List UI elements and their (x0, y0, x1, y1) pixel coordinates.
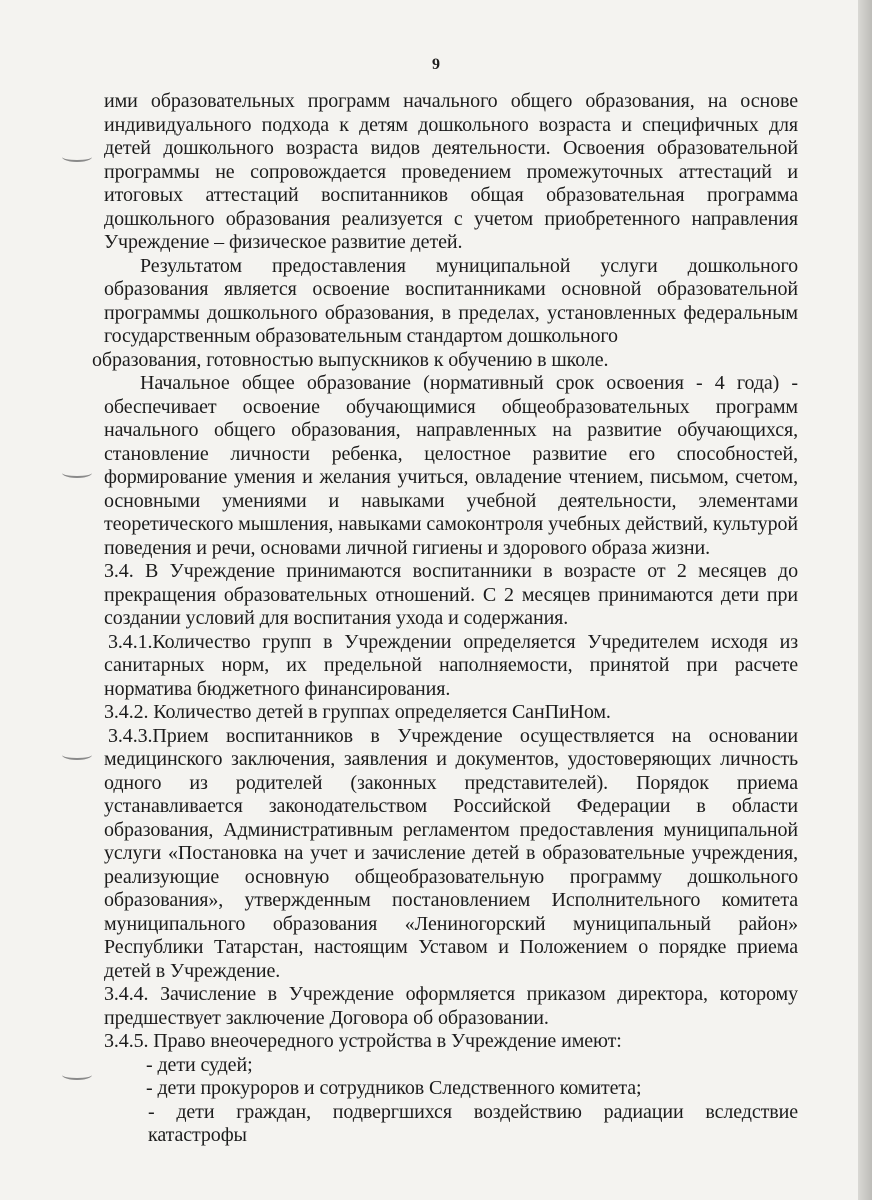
section-3-4-3: 3.4.3.Прием воспитанников в Учреждение осуществляется на основании медицинского заключения, заявления и документов, удостоверяющих личность одного из родителей (законных представителей). Порядок приема устанавливается законодательством Российской Федерации в области образования, Административным регламентом предоставления муниципальной услуги «Постановка на учет и зачисление детей в образовательные учреждения, реализующие основную общеобразовательную программу дошкольного образования», утвержденным постановлением Исполнительного комитета муниципального образования «Лениногорский муниципальный район» Республики Татарстан, настоящим Уставом и Положением о порядке приема детей в Учреждение. (104, 724, 798, 982)
section-3-4-1: 3.4.1.Количество групп в Учреждении определяется Учредителем исходя из санитарных норм, их предельной наполняемости, принятой при расчете норматива бюджетного финансирования. (104, 630, 798, 700)
page-edge-shadow (858, 0, 872, 1200)
section-3-4-5: 3.4.5. Право внеочередного устройства в Учреждение имеют: (104, 1030, 622, 1052)
paragraph: ими образовательных программ начального общего образования, на основе индивидуального подхода к детям дошкольного возраста и специфичных для детей дошкольного возраста видов деятельности. Освоения образовательной программы не сопровождается проведением промежуточных аттестаций и итоговых аттестаций воспитанников общая образовательная программа дошкольного образования реализуется с учетом приобретенного направления Учреждение – физическое развитие детей. (104, 90, 798, 253)
binder-hole-mark (62, 152, 92, 162)
list-item: - дети прокуроров и сотрудников Следственного комитета; (146, 1077, 642, 1099)
binder-hole-mark (62, 1070, 92, 1080)
document-body (92, 90, 798, 1148)
binder-hole-mark (62, 468, 92, 478)
list-item: - дети судей; (146, 1053, 253, 1076)
section-3-4-4: 3.4.4. Зачисление в Учреждение оформляется приказом директора, которому предшествует заключение Договора об образовании. (104, 983, 798, 1029)
binder-hole-mark (62, 750, 92, 760)
paragraph: Начальное общее образование (нормативный срок освоения - 4 года) - обеспечивает освоение обучающимися общеобразовательных программ начального общего образования, направленных на развитие обучающихся, становление личности ребенка, целостное развитие его способностей, формирование умения и желания учиться, овладение чтением, письмом, счетом, основными умениями и навыками учебной деятельности, элементами теоретического мышления, навыками самоконтроля учебных действий, культурой поведения и речи, основами личной гигиены и здорового образа жизни. (104, 372, 798, 559)
paragraph: Результатом предоставления муниципальной услуги дошкольного образования является освоение воспитанниками основной образовательной программы дошкольного образования, в пределах, установленных федеральным государственным образовательным стандартом дошкольного (104, 254, 798, 347)
section-3-4: 3.4. В Учреждение принимаются воспитанники в возрасте от 2 месяцев до прекращения образовательных отношений. С 2 месяцев принимаются дети при создании условий для воспитания ухода и содержания. (104, 560, 798, 629)
list-item: - дети граждан, подвергшихся воздействию радиации вследствие катастрофы (148, 1100, 798, 1146)
page-number: 9 (432, 56, 440, 73)
paragraph: образования, готовностью выпускников к обучению в школе. (92, 348, 609, 371)
section-3-4-2: 3.4.2. Количество детей в группах определяется СанПиНом. (104, 701, 611, 723)
